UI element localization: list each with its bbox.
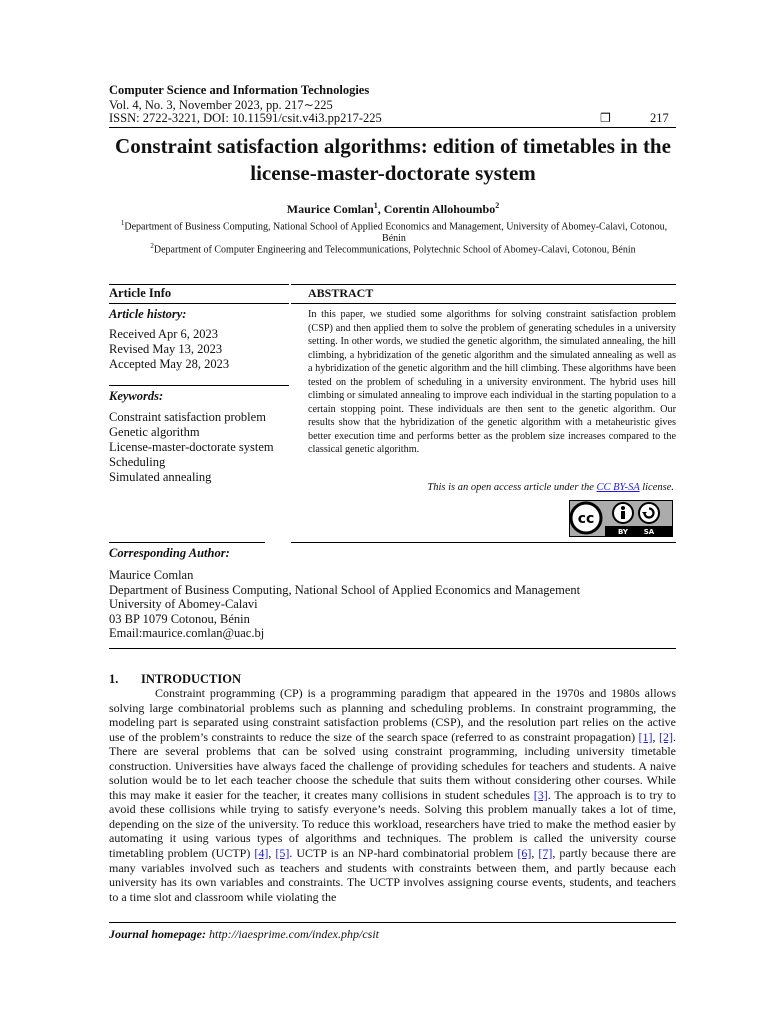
svg-text:cc: cc	[577, 511, 595, 527]
article-history-heading: Article history:	[109, 307, 187, 321]
affiliation-1-text: Department of Business Computing, National School of Applied Economics and Management, University of Abomey-Calavi, Cotonou, Bénin	[124, 221, 668, 245]
author-2-name: Corentin Allohoumbo	[383, 202, 496, 216]
keyword-item: Scheduling	[109, 455, 166, 469]
corresponding-university: University of Abomey-Calavi	[109, 597, 258, 612]
affiliation-2-mark: 2	[150, 242, 154, 250]
badge-sa-label: SA	[643, 528, 655, 536]
author-2-affil-mark: 2	[495, 201, 500, 210]
intro-text: . There are several problems that can be solved using constraint programming, including university timetable construction. Universities have always faced the challenge of providing schedules for teachers and students. A naive solution would be to let each teacher choose the schedule that suits them without considering other courses. While this may make it easier for the teacher, it creates many collisions in student schedules	[109, 729, 676, 802]
abstract-sub-rule	[291, 303, 676, 304]
badge-by-label: BY	[617, 528, 629, 536]
introduction-body	[109, 686, 676, 904]
page-number: 217	[650, 111, 669, 125]
author-1-name: Maurice Comlan	[286, 202, 374, 216]
affiliation-2-text: Department of Computer Engineering and Telecommunications, Polytechnic School of Abomey-Calavi, Cotonou, Bénin	[153, 244, 636, 256]
citation-link[interactable]: [1]	[638, 729, 653, 744]
corresponding-author-block	[109, 568, 580, 641]
cc-by-sa-link[interactable]: CC BY-SA	[596, 482, 640, 493]
corresponding-rule-right	[291, 542, 676, 543]
corresponding-email[interactable]: Email:maurice.comlan@uac.bj	[109, 626, 265, 641]
keyword-item: License-master-doctorate system	[109, 440, 274, 454]
intro-text: . UCTP is an NP-hard combinatorial problem	[289, 846, 518, 861]
corresponding-name: Maurice Comlan	[109, 568, 194, 582]
intro-text: . The approach is to try to avoid these collisions while trying to satisfy everyone’s needs. Solving this problem manually takes a lot of time, depending on the size of the university. To reduce this workload, researchers have tried to make the method easier by automating it using various types of algorithms and techniques. The problem is called the university course timetabling problem (UCTP)	[109, 787, 676, 861]
introduction-paragraph	[109, 686, 676, 904]
author-1-affil-mark: 1	[373, 201, 378, 210]
journal-volume-line: Vol. 4, No. 3, November 2023, pp. 217∼225	[109, 98, 333, 112]
keyword-item: Simulated annealing	[109, 470, 212, 484]
paper-title: Constraint satisfaction algorithms: edition of timetables in the license-master-doctorate system	[115, 134, 671, 185]
received-date: Received Apr 6, 2023	[109, 327, 219, 341]
journal-issn-doi: ISSN: 2722-3221, DOI: 10.11591/csit.v4i3.pp217-225	[109, 111, 382, 125]
header-square-icon: ❒	[600, 111, 611, 125]
article-info-sub-rule	[109, 303, 289, 304]
license-suffix: license.	[639, 482, 674, 493]
journal-homepage	[109, 927, 379, 942]
author-line	[100, 201, 686, 217]
corresponding-rule-left	[109, 542, 265, 543]
intro-text: ,	[268, 846, 276, 861]
footer-rule	[109, 922, 676, 923]
intro-text: ,	[531, 846, 539, 861]
abstract-top-rule	[291, 284, 676, 285]
keywords-heading: Keywords:	[109, 389, 164, 403]
keyword-item: Constraint satisfaction problem	[109, 410, 266, 424]
corresponding-address: 03 BP 1079 Cotonou, Bénin	[109, 611, 250, 626]
front-matter-bottom-rule	[109, 648, 676, 649]
citation-link[interactable]: [7]	[538, 846, 553, 861]
citation-link[interactable]: [4]	[254, 846, 269, 861]
keyword-item: Genetic algorithm	[109, 425, 200, 439]
license-statement	[308, 482, 674, 493]
citation-link[interactable]: [5]	[275, 846, 290, 861]
corresponding-department: Department of Business Computing, National School of Applied Economics and Management	[109, 582, 581, 597]
section-number: 1.	[109, 672, 119, 686]
citation-link[interactable]: [6]	[517, 846, 532, 861]
keywords-rule	[109, 385, 289, 386]
cc-by-sa-badge-icon[interactable]	[569, 500, 673, 537]
revised-date: Revised May 13, 2023	[109, 342, 223, 356]
abstract-text: In this paper, we studied some algorithms for solving constraint satisfaction problem (CSP) and then applied them to solve the problem of generating schedules in a university setting. In other words, we studied the genetic algorithm, the simulated annealing, the hill climbing, a hybridization of the genetic algorithm and the simulated annealing as well as a hybridization of the genetic algorithm and the hill climbing. These algorithms have been tested on the problem of scheduling in a university environment. The hybrid uses hill climbing or simulated annealing to improve each individual in the starting population to a certain stopping point. These individuals are then sent to the genetic algorithm. Our results show that the hybridization of the genetic algorithm with a metaheuristic gives better execution time and performs better as the problem size increases compared to the classical genetic algorithm.	[308, 309, 676, 455]
intro-text: , partly because there are many variables involved such as teachers and students with constraints between them, and partly because each university has its own variables and constraints. The UCTP involves assigning course events, students, and teachers to a time slot and classroom while violating the	[109, 846, 676, 904]
article-info-top-rule	[109, 284, 289, 285]
corresponding-author-heading: Corresponding Author:	[109, 546, 230, 560]
article-info-heading: Article Info	[109, 286, 172, 300]
intro-text: ,	[652, 729, 659, 744]
keywords-list	[109, 410, 289, 485]
intro-text: Constraint programming (CP) is a programming paradigm that appeared in the 1970s and 1980s allows solving large combinatorial problems such as planning and scheduling problems. In constraint programming, the modeling part is separated using constraint satisfaction problems (CSP), and the resolution part relies on the active use of the problem’s constraints to reduce the size of the search space (referred to as constraint propagation)	[109, 686, 676, 744]
introduction-heading	[109, 672, 241, 687]
citation-link[interactable]: [3]	[533, 787, 548, 802]
homepage-url[interactable]: http://iaesprime.com/index.php/csit	[206, 927, 379, 941]
journal-name: Computer Science and Information Technologies	[109, 83, 370, 97]
affiliation-1-mark: 1	[120, 219, 125, 227]
citation-link[interactable]: [2]	[659, 729, 673, 744]
accepted-date: Accepted May 28, 2023	[109, 357, 230, 371]
homepage-label: Journal homepage:	[109, 927, 207, 941]
affiliation-2	[100, 240, 686, 256]
license-prefix: This is an open access article under the	[427, 482, 597, 493]
header-rule	[109, 127, 676, 128]
section-title: INTRODUCTION	[141, 672, 242, 686]
author-separator: ,	[377, 202, 384, 216]
abstract-heading: ABSTRACT	[308, 286, 374, 300]
